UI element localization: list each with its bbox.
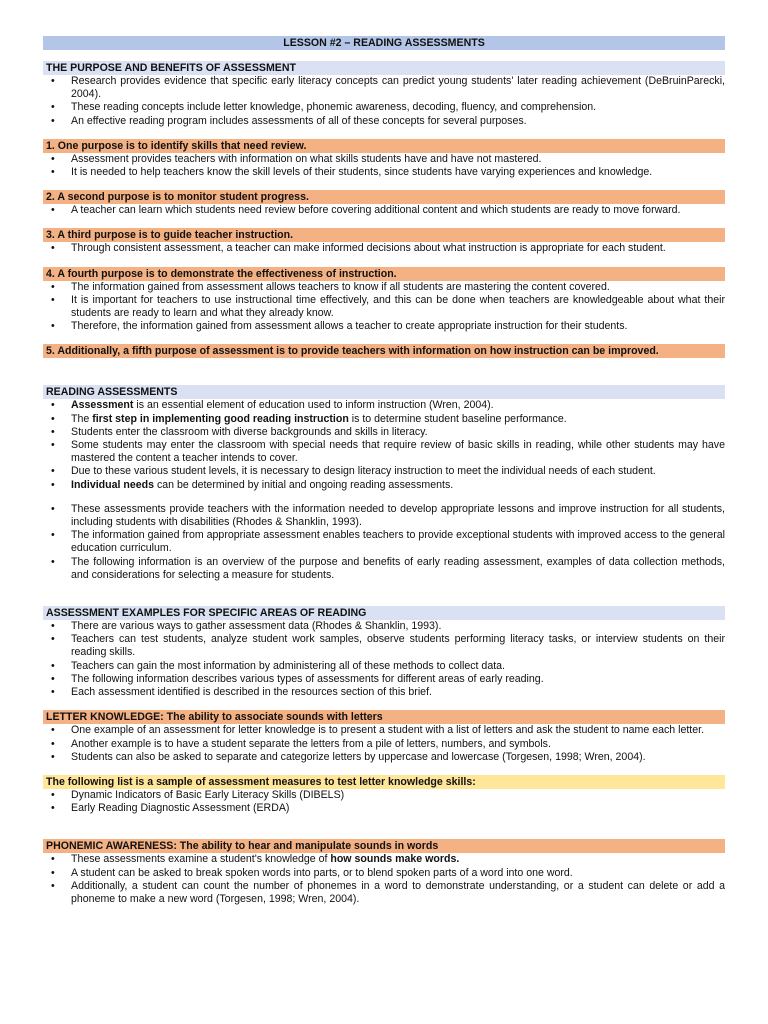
list-item: • A student can be asked to break spoken words into parts, or to blend spoken parts of a word into one word. (43, 867, 725, 880)
phonemic-awareness-list (43, 853, 725, 906)
measures-heading: The following list is a sample of assessment measures to test letter knowledge skills: (43, 775, 725, 789)
phonemic-awareness-heading: PHONEMIC AWARENESS: The ability to hear and manipulate sounds in words (43, 839, 725, 853)
list-item: • Another example is to have a student separate the letters from a pile of letters, numbers, and symbols. (43, 738, 725, 751)
letter-knowledge-list (43, 724, 725, 764)
letter-knowledge-heading: LETTER KNOWLEDGE: The ability to associate sounds with letters (43, 710, 725, 724)
list-item: • Individual needs can be determined by initial and ongoing reading assessments. (43, 479, 725, 492)
purpose1-heading: 1. One purpose is to identify skills that need review. (43, 139, 725, 153)
purpose4-heading: 4. A fourth purpose is to demonstrate the effectiveness of instruction. (43, 267, 725, 281)
list-item: • It is needed to help teachers know the skill levels of their students, since students have varying experiences and knowledge. (43, 166, 725, 179)
bold-text: Assessment (71, 399, 134, 412)
bold-text: first step in implementing good reading instruction (92, 412, 349, 425)
purpose5-heading: 5. Additionally, a fifth purpose of assessment is to provide teachers with information on how instruction can be improved. (43, 344, 725, 358)
bold-text: how sounds make words. (330, 853, 460, 866)
list-item: • These assessments examine a student's knowledge of how sounds make words. (43, 853, 725, 866)
list-item: • Each assessment identified is described in the resources section of this brief. (43, 686, 725, 699)
list-item: • Therefore, the information gained from assessment allows a teacher to create appropriate instruction for their students. (43, 320, 725, 333)
measures-list (43, 789, 725, 815)
purpose4-list (43, 281, 725, 334)
reading-assessments-heading: READING ASSESSMENTS (43, 385, 725, 399)
purpose2-list (43, 204, 725, 217)
list-item: • Dynamic Indicators of Basic Early Literacy Skills (DIBELS) (43, 789, 725, 802)
list-item: • It is important for teachers to use instructional time effectively, and this can be done when teachers are knowledgeable about what their students are ready to learn and what they already know. (43, 294, 725, 320)
list-item: • Additionally, a student can count the number of phonemes in a word to demonstrate understanding, or a student can delete or add a phoneme to make a new word (Torgesen, 1998; Wren, 2004). (43, 880, 725, 906)
list-item: • The following information describes various types of assessments for different areas of early reading. (43, 673, 725, 686)
list-item: • An effective reading program includes assessments of all of these concepts for several purposes. (43, 115, 725, 128)
purpose-heading: THE PURPOSE AND BENEFITS OF ASSESSMENT (43, 61, 725, 75)
list-item: • Assessment provides teachers with information on what skills students have and have not mastered. (43, 153, 725, 166)
lesson-title: LESSON #2 – READING ASSESSMENTS (43, 36, 725, 50)
list-item: • Teachers can test students, analyze student work samples, observe students performing literacy tasks, or interview students on their reading skills. (43, 633, 725, 659)
list-item: • The information gained from appropriate assessment enables teachers to provide exceptional students with improved access to the general education curriculum. (43, 529, 725, 555)
purpose2-heading: 2. A second purpose is to monitor student progress. (43, 190, 725, 204)
list-item: • Some students may enter the classroom with special needs that require review of basic skills in reading, while other students may have mastered the content a teacher intends to cover. (43, 439, 725, 465)
list-item: • Students can also be asked to separate and categorize letters by uppercase and lowercase (Torgesen, 1998; Wren, 2004). (43, 751, 725, 764)
list-item: • A teacher can learn which students need review before covering additional content and which students are ready to move forward. (43, 204, 725, 217)
purpose-list (43, 75, 725, 128)
reading-list (43, 399, 725, 491)
examples-list (43, 620, 725, 699)
list-item: • There are various ways to gather assessment data (Rhodes & Shanklin, 1993). (43, 620, 725, 633)
list-item: • Students enter the classroom with diverse backgrounds and skills in literacy. (43, 426, 725, 439)
examples-heading: ASSESSMENT EXAMPLES FOR SPECIFIC AREAS OF READING (43, 606, 725, 620)
reading-more-list (43, 503, 725, 582)
list-item: • Early Reading Diagnostic Assessment (ERDA) (43, 802, 725, 815)
list-item: • Research provides evidence that specific early literacy concepts can predict young students' later reading achievement (DeBruinParecki, 2004). (43, 75, 725, 101)
list-item: • One example of an assessment for letter knowledge is to present a student with a list of letters and ask the student to name each letter. (43, 724, 725, 737)
document-page (43, 36, 725, 906)
list-item: • Due to these various student levels, it is necessary to design literacy instruction to meet the individual needs of each student. (43, 465, 725, 478)
list-item: • Teachers can gain the most information by administering all of these methods to collect data. (43, 660, 725, 673)
list-item: • These assessments provide teachers with the information needed to develop appropriate lessons and improve instruction for all students, including students with disabilities (Rhodes & Shanklin, 1993). (43, 503, 725, 529)
list-item: • These reading concepts include letter knowledge, phonemic awareness, decoding, fluency, and comprehension. (43, 101, 725, 114)
list-item: • The following information is an overview of the purpose and benefits of early reading assessment, examples of data collection methods, and considerations for selecting a measure for students. (43, 556, 725, 582)
list-item: • Through consistent assessment, a teacher can make informed decisions about what instruction is appropriate for each student. (43, 242, 725, 255)
list-item: • Assessment is an essential element of education used to inform instruction (Wren, 2004). (43, 399, 725, 412)
purpose3-list (43, 242, 725, 255)
list-item: • The information gained from assessment allows teachers to know if all students are mastering the content covered. (43, 281, 725, 294)
bold-text: Individual needs (71, 478, 155, 491)
list-item: • The first step in implementing good reading instruction is to determine student baseline performance. (43, 413, 725, 426)
purpose3-heading: 3. A third purpose is to guide teacher instruction. (43, 228, 725, 242)
purpose1-list (43, 153, 725, 179)
